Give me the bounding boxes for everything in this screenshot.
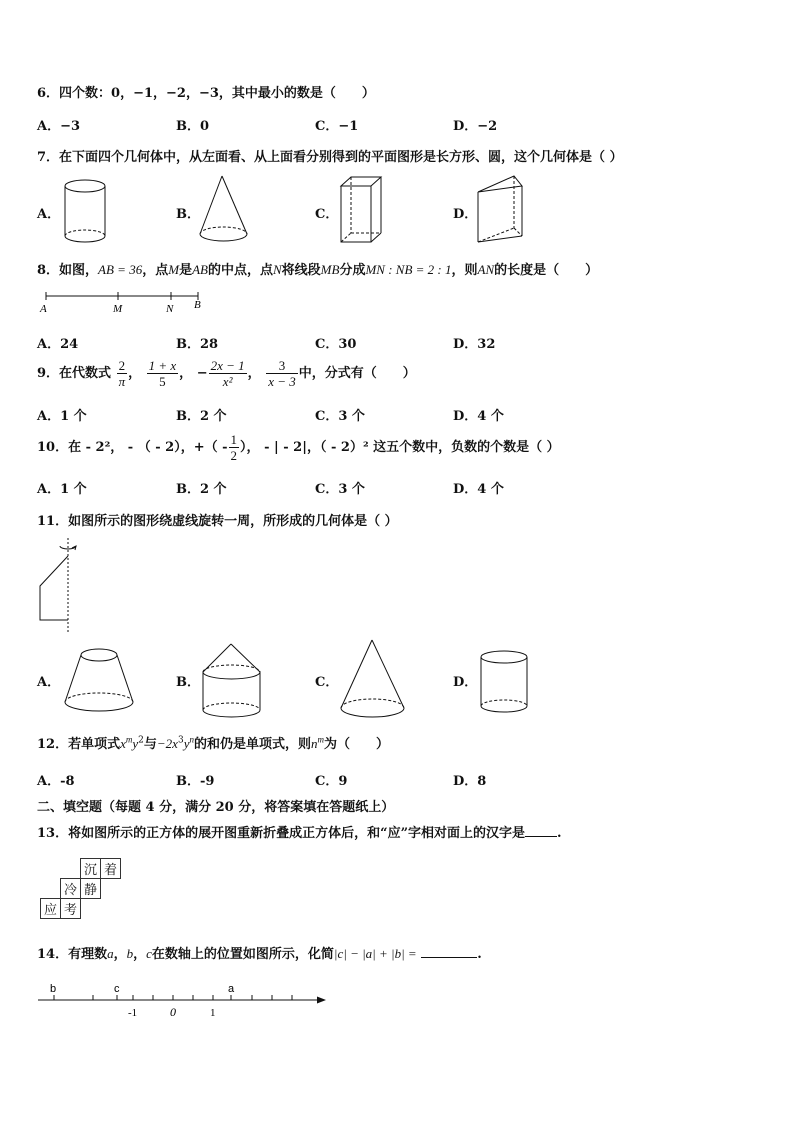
axis-label-a: a <box>228 983 235 995</box>
cylinder-figure <box>60 176 110 246</box>
q7-option-b: B． <box>176 207 200 222</box>
q8-option-b: B．28 <box>176 337 219 352</box>
rotation-shape-figure <box>36 536 86 636</box>
net-cell: 考 <box>61 899 81 919</box>
q6-option-c: C．−1 <box>315 119 359 134</box>
q8-stem: 8．如图，AB = 36，点M是AB的中点，点N将线段MB分成MN : NB = 2 : 1，则AN的长度是（ ） <box>37 262 599 278</box>
q12-option-c: C．9 <box>315 774 348 789</box>
cylinder-d-figure <box>478 648 532 720</box>
cone-cylinder-figure <box>200 642 264 720</box>
q9-option-b: B．2 个 <box>176 409 227 424</box>
q10-option-d: D．4 个 <box>453 482 504 497</box>
q9-option-c: C．3 个 <box>315 409 365 424</box>
q11-option-c: C． <box>315 675 339 690</box>
net-cell: 冷 <box>61 879 81 899</box>
q13-stem: 13．将如图所示的正方体的展开图重新折叠成正方体后，和“应”字相对面上的汉字是 . <box>37 826 562 841</box>
q12-option-a: A．-8 <box>37 774 75 789</box>
q8-option-a: A．24 <box>37 337 79 352</box>
q11-option-b: B． <box>176 675 200 690</box>
q8-option-c: C．30 <box>315 337 357 352</box>
q9-option-a: A．1 个 <box>37 409 87 424</box>
net-cell: 着 <box>101 859 121 879</box>
q11-option-a: A． <box>37 675 61 690</box>
section-title: 二、填空题（每题 4 分，满分 20 分，将答案填在答题纸上） <box>37 800 395 815</box>
cone-figure <box>197 174 253 248</box>
frustum-figure <box>62 646 136 716</box>
q7-stem: 7．在下面四个几何体中，从左面看、从上面看分别得到的平面图形是长方形、圆，这个几何体是（ ） <box>37 150 623 165</box>
q11-stem: 11．如图所示的图形绕虚线旋转一周，所形成的几何体是（ ） <box>37 514 398 529</box>
triangular-prism-figure <box>474 172 530 248</box>
net-cell: 静 <box>81 879 101 899</box>
q10-stem: 10．在 - 2²， - （ - 2），+（ - $\frac{1}{2}$ ）， - | - 2|，（ - 2）² 这五个数中，负数的个数是（ ） <box>37 432 560 463</box>
q6-option-b: B．0 <box>176 119 210 134</box>
q12-option-b: B．-9 <box>176 774 215 789</box>
q7-option-d: D． <box>453 207 478 222</box>
q8-option-d: D．32 <box>453 337 496 352</box>
prism-figure <box>337 174 387 248</box>
axis-label-c: c <box>114 983 120 995</box>
q10-option-b: B．2 个 <box>176 482 227 497</box>
number-line-figure <box>36 980 328 1020</box>
tall-cone-figure <box>338 638 408 722</box>
q9-option-d: D．4 个 <box>453 409 504 424</box>
label-m: M <box>113 303 123 315</box>
axis-label-one: 1 <box>210 1007 216 1019</box>
segment-ab-figure <box>38 290 208 316</box>
axis-label-zero: 0 <box>170 1005 176 1019</box>
axis-label-b: b <box>50 983 57 995</box>
q6-option-a: A．−3 <box>37 119 81 134</box>
net-cell: 应 <box>41 899 61 919</box>
q10-option-a: A．1 个 <box>37 482 87 497</box>
label-b: B <box>194 299 201 311</box>
q9-stem: 9．在代数式 $\frac{2}{\pi}$ ， $\frac{1 + x}{5}$ ， − $\frac{2x - 1}{\text{x²}}$ ， $\frac{3}{x - 3}$ 中，分式有（ ） <box>37 358 416 389</box>
q7-option-c: C． <box>315 207 339 222</box>
q14-stem: 14．有理数a，b，c在数轴上的位置如图所示，化简|c| − |a| + |b| = . <box>37 946 482 962</box>
q6-stem: 6．四个数：0，−1，−2，−3，其中最小的数是（ ） <box>37 86 375 101</box>
q12-option-d: D．8 <box>453 774 487 789</box>
cube-net <box>40 858 121 919</box>
q10-option-c: C．3 个 <box>315 482 365 497</box>
q6-option-d: D．−2 <box>453 119 498 134</box>
label-n: N <box>166 303 174 315</box>
q7-option-a: A． <box>37 207 61 222</box>
net-cell: 沉 <box>81 859 101 879</box>
q11-option-d: D． <box>453 675 478 690</box>
q12-stem: 12．若单项式$x^my^2$与$-2x^3y^n$的和仍是单项式，则$n^m$为（ ） <box>37 734 389 752</box>
axis-label-minus-one: -1 <box>128 1007 138 1019</box>
label-a: A <box>40 303 47 315</box>
